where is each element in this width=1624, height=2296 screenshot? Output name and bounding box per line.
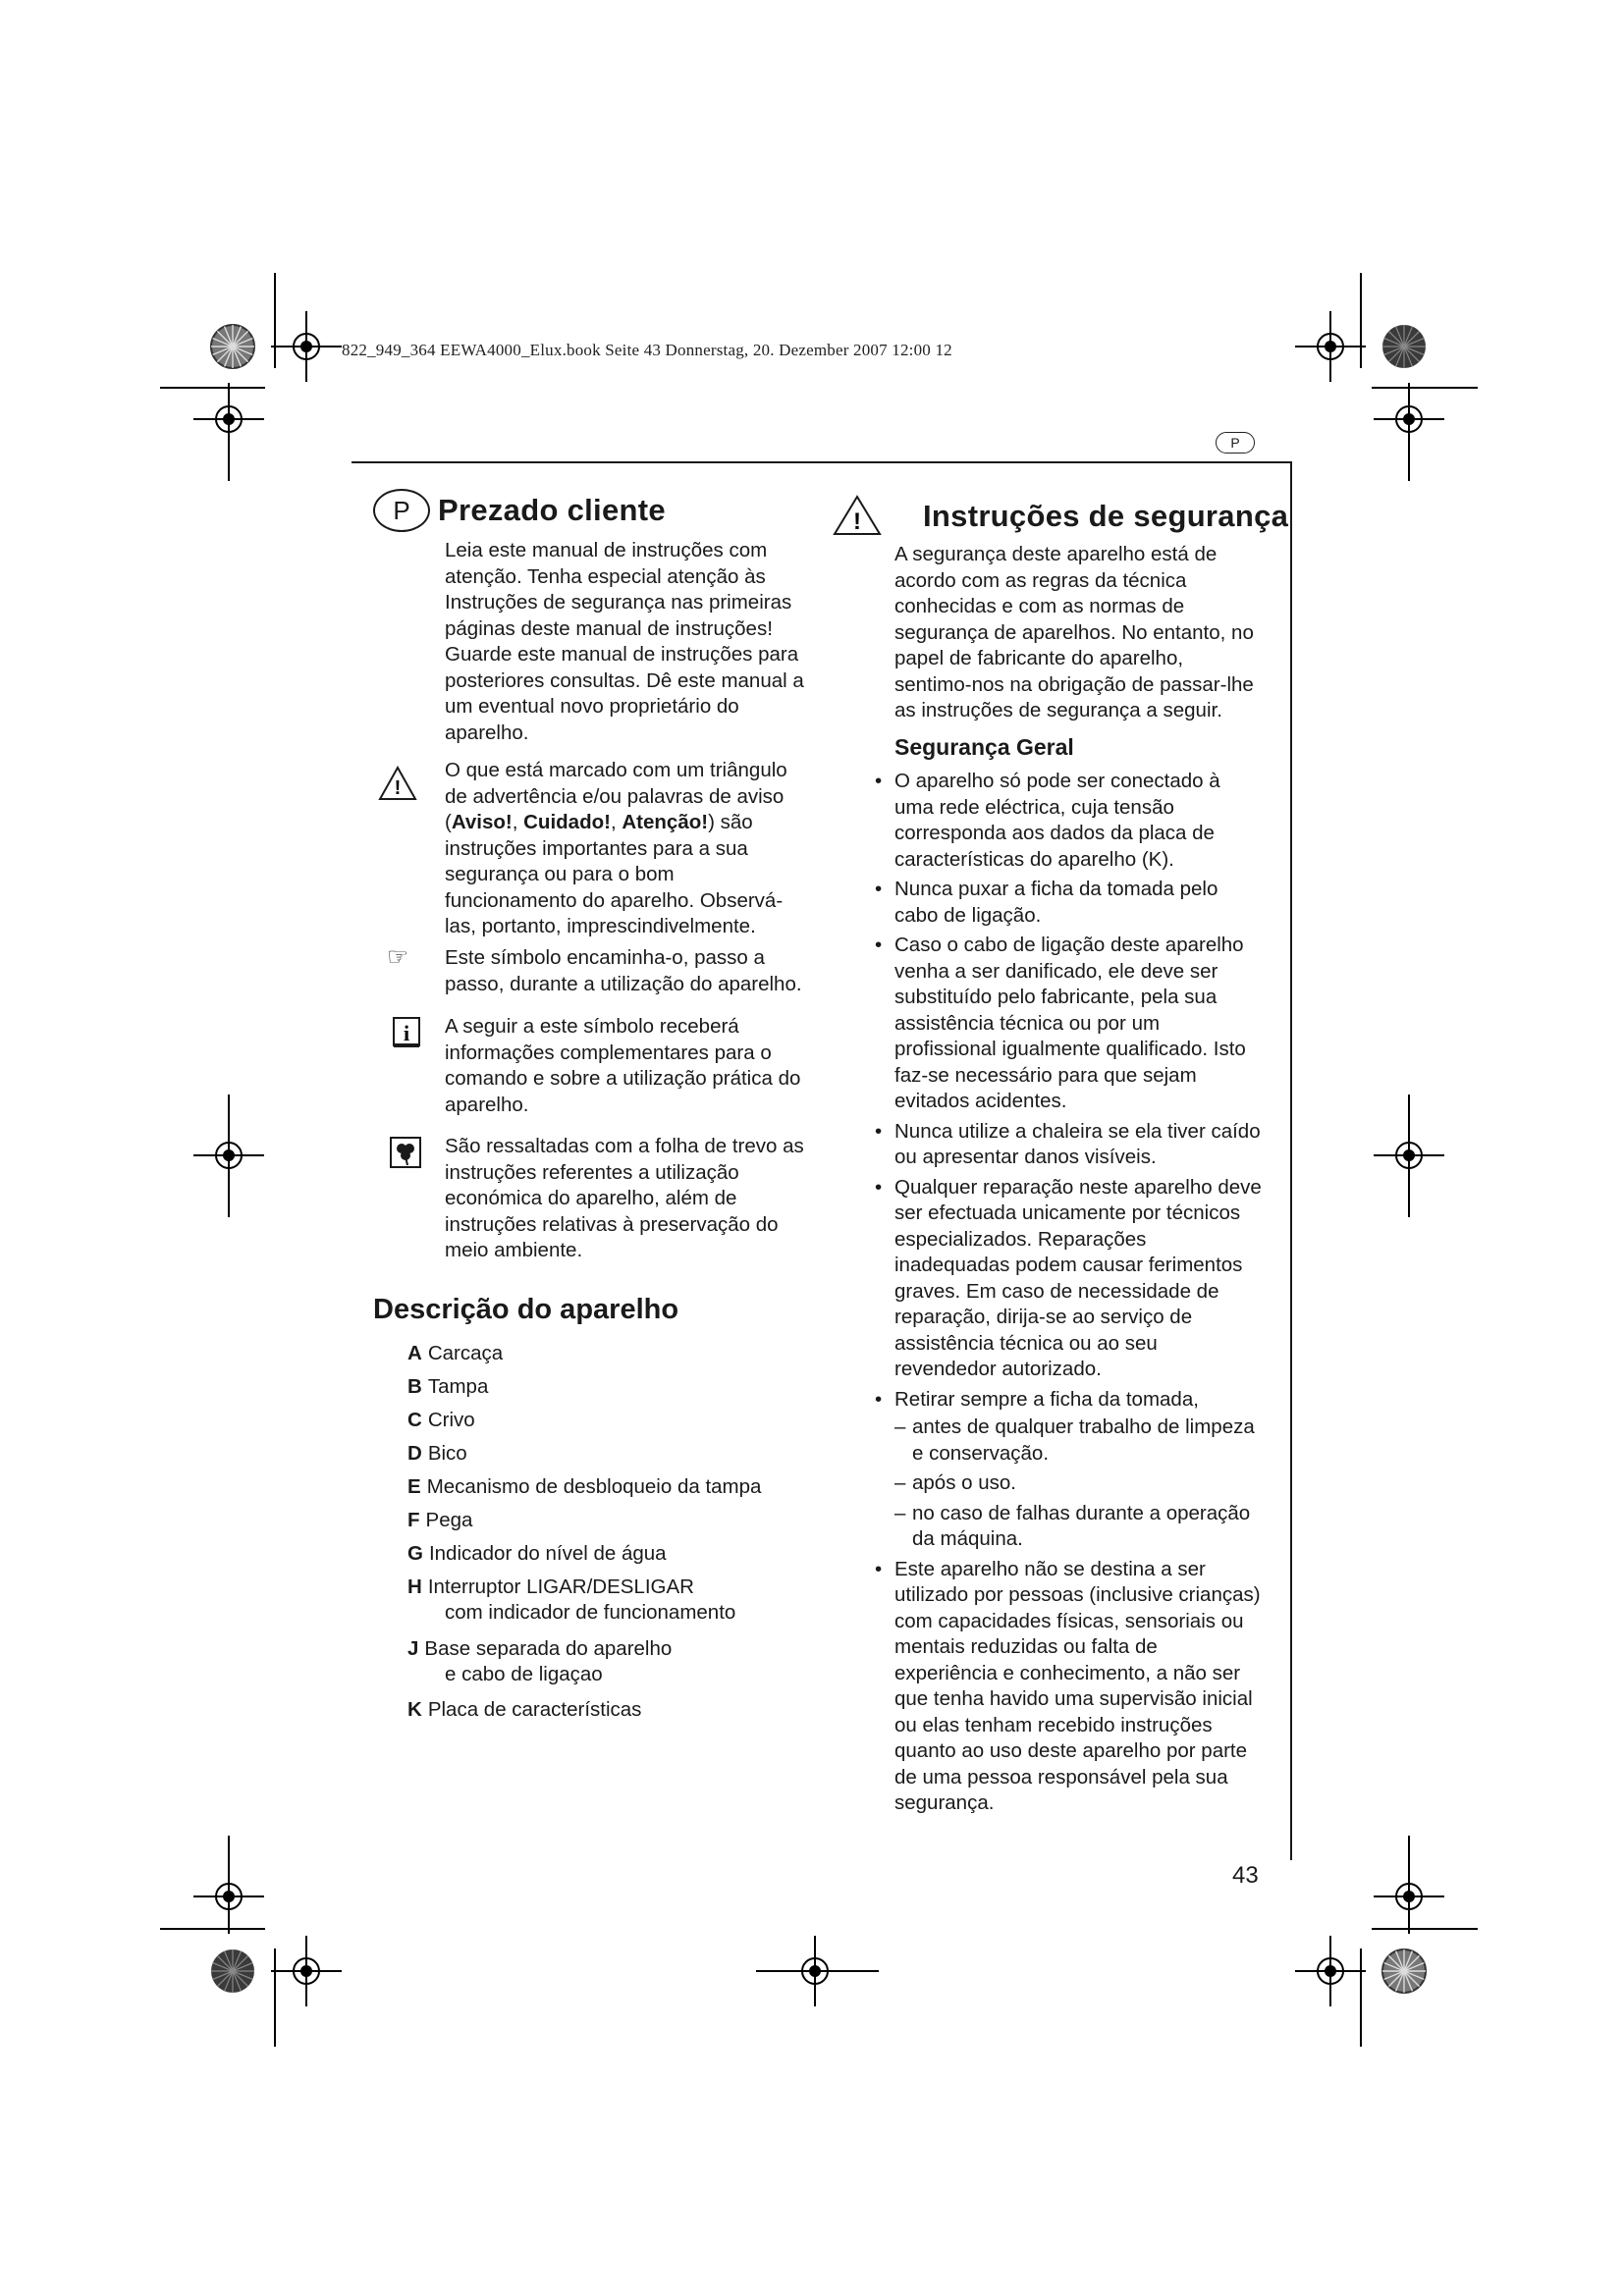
list-item: K Placa de características [407,1698,642,1721]
left-column [373,486,820,535]
list-item: E Mecanismo de desbloqueio da tampa [407,1475,762,1498]
prezado-title-row [373,486,820,535]
list-item: • Caso o cabo de ligação deste aparelho venha a ser danificado, ele deve ser substituído pelo fabricante, pela sua assistência técnica ou por um profissional igualmente qualificado. Isto faz-se necessário para que sejam evitados acidentes. [875,934,1246,1112]
bullet-icon: • [875,770,883,792]
safety-bullets [875,769,1263,1817]
list-item: G Indicador do nível de água [407,1542,667,1565]
language-p-icon: P [373,489,430,532]
description-title: Descrição do aparelho [373,1294,679,1325]
language-badge: P [1216,432,1255,454]
list-item: J Base separada do aparelho e cabo de ligaçao [407,1637,673,1685]
warning-triangle-icon [378,766,417,801]
page-number: 43 [1232,1862,1259,1889]
list-item: D Bico [407,1442,467,1465]
prezado-intro: Leia este manual de instruções com atenção. Tenha especial atenção às Instruções de segurança nas primeiras páginas deste manual de instruções! Guarde este manual de instruções para posteriores consultas. Dê este manual a um eventual novo proprietário do aparelho. [445,539,804,744]
pointing-hand-icon: ☞ [387,943,409,971]
pointer-note [378,945,815,997]
frame-top-rule [352,461,1292,463]
info-note-text: A seguir a este símbolo receberá informações complementares para o comando e sobre a utilização prática do aparelho. [445,1015,801,1116]
safety-title-row [833,491,1289,540]
svg-text:!: ! [394,777,402,799]
list-item: • Este aparelho não se destina a ser utilizado por pessoas (inclusive crianças) com capacidades físicas, sensoriais ou mentais reduzidas ou falta de experiência e conhecimento, a não ser que tenha havido uma supervisão inicial ou elas tenham recebido instruções quanto ao uso deste aparelho por parte de uma pessoa responsável pela sua segurança. [875,1557,1261,1814]
list-item: • Qualquer reparação neste aparelho deve ser efectuada unicamente por técnicos especializados. Reparações inadequadas podem causar ferimentos graves. Em caso de necessidade de reparação, dirija-se ao serviço de assistência técnica ou ao seu revendedor autorizado. [875,1175,1262,1380]
frame-right-rule [1290,461,1292,1860]
list-item: • O aparelho só pode ser conectado à uma rede eléctrica, cuja tensão corresponda aos dados da placa de características do aparelho (K). [875,770,1220,871]
general-safety-title: Segurança Geral [894,734,1074,760]
safety-intro: A segurança deste aparelho está de acordo com as regras da técnica conhecidas e com as normas de segurança de aparelhos. No entanto, no papel de fabricante do aparelho, sentimo-nos na obrigação de passar-lhe as instruções de segurança a seguir. [894,543,1254,721]
print-header: 822_949_364 EEWA4000_Elux.book Seite 43 Donnerstag, 20. Dezember 2007 12:00 12 [342,341,952,359]
warning-triangle-icon [833,495,882,536]
pointer-note-text: Este símbolo encaminha-o, passo a passo, durante a utilização do aparelho. [445,946,802,995]
bullet-icon: • [875,1175,883,1199]
bullet-icon: • [875,1387,883,1411]
svg-text:i: i [403,1021,410,1045]
list-item: • Nunca puxar a ficha da tomada pelo cabo de ligação. [875,878,1218,927]
clover-leaf-icon [390,1137,421,1168]
list-item: A Carcaça [407,1342,504,1364]
parts-list [407,1341,820,1731]
info-icon [392,1016,421,1049]
list-item: • Nunca utilize a chaleira se ela tiver caído ou apresentar danos visíveis. [875,1119,1261,1168]
list-item: F Pega [407,1509,473,1531]
sub-list-item: – no caso de falhas durante a operação da máquina. [894,1501,1251,1550]
clover-note-text: São ressaltadas com a folha de trevo as instruções referentes a utilização económica do aparelho, além de instruções relativas à preservação do meio ambiente. [445,1135,804,1261]
info-note [378,1014,815,1118]
sub-list-item: – após o uso. [894,1471,1016,1494]
safety-title: Instruções de segurança [923,499,1289,533]
sub-list-item: – antes de qualquer trabalho de limpeza e conservação. [894,1415,1255,1465]
list-item: B Tampa [407,1375,489,1398]
bullet-icon: • [875,1557,883,1580]
list-item: C Crivo [407,1409,475,1431]
warning-note [378,758,815,940]
list-item: • Retirar sempre a ficha da tomada, – antes de qualquer trabalho de limpeza e conservação. – após o uso. – no caso de falhas durante a operação da máquina. [894,1387,1263,1553]
clover-note [378,1134,815,1264]
bullet-icon: • [875,878,883,900]
svg-text:!: ! [853,508,861,535]
prezado-title: Prezado cliente [438,493,666,527]
bullet-icon: • [875,934,883,956]
bullet-icon: • [875,1119,883,1143]
warning-note-text: O que está marcado com um triângulo de advertência e/ou palavras de aviso (Aviso!, Cuidado!, Atenção!) são instruções importantes para a sua segurança ou para o bom funcionamento do aparelho. Observá-las, portanto, imprescindivelmente. [445,759,787,937]
list-item: H Interruptor LIGAR/DESLIGAR com indicador de funcionamento [407,1575,736,1624]
